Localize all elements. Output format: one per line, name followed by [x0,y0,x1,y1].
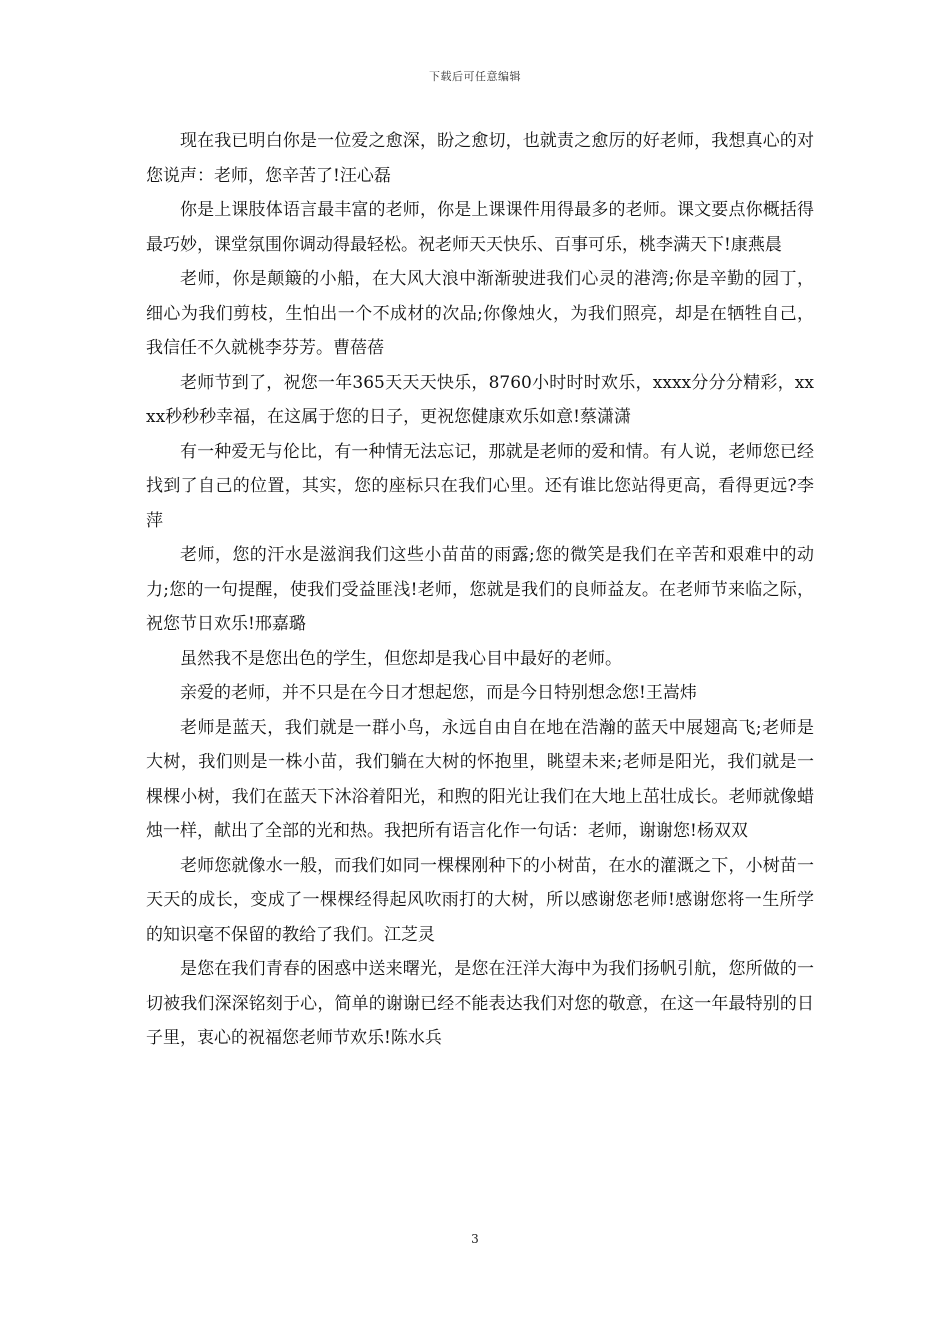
paragraph: 现在我已明白你是一位爱之愈深，盼之愈切，也就责之愈厉的好老师，我想真心的对您说声：老师，您辛苦了!汪心磊 [146,131,814,186]
paragraph: 老师，您的汗水是滋润我们这些小苗苗的雨露;您的微笑是我们在辛苦和艰难中的动力;您的一句提醒，使我们受益匪浅!老师，您就是我们的良师益友。在老师节来临之际，祝您节日欢乐!邢嘉璐 [146,545,814,634]
paragraph: 老师是蓝天，我们就是一群小鸟，永远自由自在地在浩瀚的蓝天中展翅高飞;老师是大树，我们则是一株小苗，我们躺在大树的怀抱里，眺望未来;老师是阳光，我们就是一棵棵小树，我们在蓝天下沐浴着阳光，和煦的阳光让我们在大地上茁壮成长。老师就像蜡烛一样，献出了全部的光和热。我把所有语言化作一句话：老师，谢谢您!杨双双 [146,717,814,841]
document-body [146,124,814,1056]
paragraph: 你是上课肢体语言最丰富的老师，你是上课课件用得最多的老师。课文要点你概括得最巧妙，课堂氛围你调动得最轻松。祝老师天天快乐、百事可乐，桃李满天下!康燕晨 [146,200,814,255]
paragraph: 有一种爱无与伦比，有一种情无法忘记，那就是老师的爱和情。有人说，老师您已经找到了自己的位置，其实，您的座标只在我们心里。还有谁比您站得更高，看得更远?李萍 [146,441,814,531]
page-number: 3 [471,1232,479,1246]
paragraph: 老师您就像水一般，而我们如同一棵棵刚种下的小树苗，在水的灌溉之下，小树苗一天天的成长，变成了一棵棵经得起风吹雨打的大树，所以感谢您老师!感谢您将一生所学的知识毫不保留的教给了我们。江芝灵 [146,855,814,945]
paragraph: 虽然我不是您出色的学生，但您却是我心目中最好的老师。 [180,648,622,669]
paragraph: 亲爱的老师，并不只是在今日才想起您，而是今日特别想念您!王嵩炜 [180,683,697,703]
paragraph: 老师，你是颠簸的小船，在大风大浪中渐渐驶进我们心灵的港湾;你是辛勤的园丁，细心为我们剪枝，生怕出一个不成材的次品;你像烛火，为我们照亮，却是在牺牲自己，我信任不久就桃李芬芳。曹蓓蓓 [146,269,814,358]
paragraph: 老师节到了，祝您一年365天天天快乐，8760小时时时欢乐，xxxx分分分精彩，xxxx秒秒秒幸福，在这属于您的日子，更祝您健康欢乐如意!蔡潇潇 [146,372,814,427]
header-note: 下载后可任意编辑 [429,70,521,83]
paragraph: 是您在我们青春的困惑中送来曙光，是您在汪洋大海中为我们扬帆引航，您所做的一切被我们深深铭刻于心，简单的谢谢已经不能表达我们对您的敬意，在这一年最特别的日子里，衷心的祝福您老师节欢乐!陈水兵 [146,959,814,1048]
